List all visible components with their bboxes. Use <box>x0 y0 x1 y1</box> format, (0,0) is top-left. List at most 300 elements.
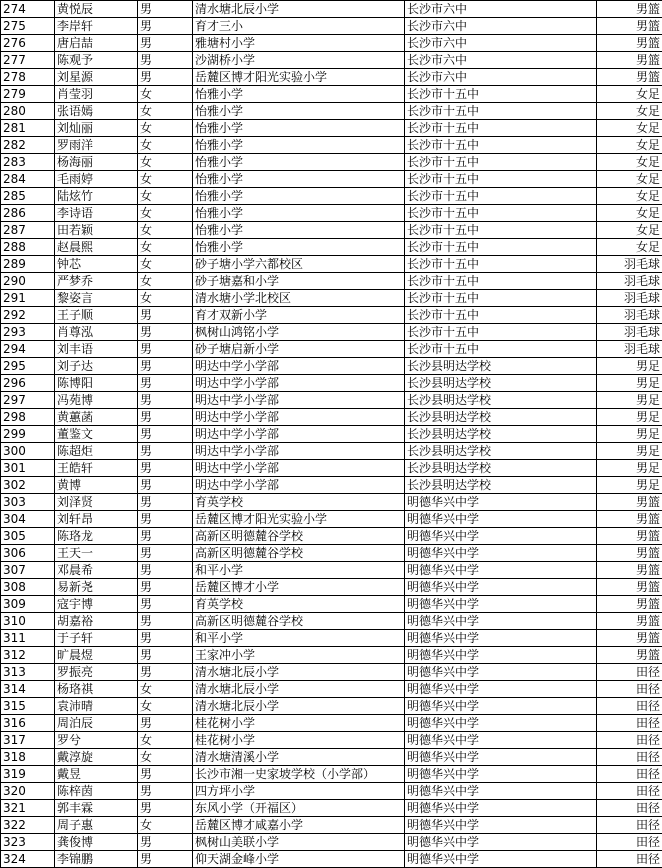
row-number-cell: 284 <box>1 171 55 188</box>
middle-school-cell: 长沙县明达学校 <box>405 460 597 477</box>
student-name-cell: 唐启喆 <box>55 35 138 52</box>
table-row <box>1 69 662 86</box>
row-number-cell: 277 <box>1 52 55 69</box>
table-row <box>1 732 662 749</box>
row-number-cell: 318 <box>1 749 55 766</box>
table-row <box>1 613 662 630</box>
student-name-cell: 周子惠 <box>55 817 138 834</box>
gender-cell: 男 <box>138 766 193 783</box>
primary-school-cell: 清水塘清溪小学 <box>193 749 405 766</box>
primary-school-cell: 雅塘村小学 <box>193 35 405 52</box>
primary-school-cell: 岳麓区博才阳光实验小学 <box>193 511 405 528</box>
table-row <box>1 358 662 375</box>
sport-category-cell: 羽毛球 <box>597 341 662 358</box>
row-number-cell: 282 <box>1 137 55 154</box>
primary-school-cell: 明达中学小学部 <box>193 460 405 477</box>
row-number-cell: 297 <box>1 392 55 409</box>
table-row <box>1 681 662 698</box>
row-number-cell: 275 <box>1 18 55 35</box>
table-row <box>1 443 662 460</box>
middle-school-cell: 长沙市十五中 <box>405 324 597 341</box>
middle-school-cell: 长沙市十五中 <box>405 222 597 239</box>
table-row <box>1 35 662 52</box>
table-row <box>1 715 662 732</box>
table-row <box>1 392 662 409</box>
student-name-cell: 李诗语 <box>55 205 138 222</box>
student-name-cell: 肖莹羽 <box>55 86 138 103</box>
primary-school-cell: 桂花树小学 <box>193 715 405 732</box>
middle-school-cell: 明德华兴中学 <box>405 681 597 698</box>
middle-school-cell: 长沙市十五中 <box>405 171 597 188</box>
gender-cell: 男 <box>138 511 193 528</box>
row-number-cell: 322 <box>1 817 55 834</box>
student-name-cell: 杨海丽 <box>55 154 138 171</box>
middle-school-cell: 明德华兴中学 <box>405 613 597 630</box>
table-row <box>1 1 662 18</box>
row-number-cell: 296 <box>1 375 55 392</box>
sport-category-cell: 羽毛球 <box>597 324 662 341</box>
gender-cell: 女 <box>138 698 193 715</box>
primary-school-cell: 东风小学（开福区） <box>193 800 405 817</box>
middle-school-cell: 明德华兴中学 <box>405 545 597 562</box>
table-row <box>1 52 662 69</box>
student-name-cell: 田若颖 <box>55 222 138 239</box>
student-name-cell: 寇宇博 <box>55 596 138 613</box>
student-name-cell: 胡嘉裕 <box>55 613 138 630</box>
student-name-cell: 王天一 <box>55 545 138 562</box>
table-row <box>1 290 662 307</box>
sport-category-cell: 女足 <box>597 171 662 188</box>
student-name-cell: 周泊辰 <box>55 715 138 732</box>
gender-cell: 女 <box>138 137 193 154</box>
primary-school-cell: 怡雅小学 <box>193 86 405 103</box>
middle-school-cell: 长沙市十五中 <box>405 137 597 154</box>
primary-school-cell: 明达中学小学部 <box>193 392 405 409</box>
sport-category-cell: 女足 <box>597 154 662 171</box>
student-name-cell: 罗雨洋 <box>55 137 138 154</box>
middle-school-cell: 明德华兴中学 <box>405 783 597 800</box>
row-number-cell: 276 <box>1 35 55 52</box>
sport-category-cell: 女足 <box>597 86 662 103</box>
gender-cell: 男 <box>138 613 193 630</box>
student-name-cell: 龚俊博 <box>55 834 138 851</box>
gender-cell: 女 <box>138 120 193 137</box>
primary-school-cell: 高新区明德麓谷学校 <box>193 545 405 562</box>
primary-school-cell: 怡雅小学 <box>193 205 405 222</box>
student-name-cell: 袁沛晴 <box>55 698 138 715</box>
table-row <box>1 834 662 851</box>
sport-category-cell: 田径 <box>597 800 662 817</box>
student-name-cell: 李岸轩 <box>55 18 138 35</box>
row-number-cell: 324 <box>1 851 55 868</box>
row-number-cell: 319 <box>1 766 55 783</box>
student-name-cell: 陈博阳 <box>55 375 138 392</box>
sport-category-cell: 田径 <box>597 749 662 766</box>
primary-school-cell: 高新区明德麓谷学校 <box>193 613 405 630</box>
row-number-cell: 309 <box>1 596 55 613</box>
student-name-cell: 刘丰语 <box>55 341 138 358</box>
table-row <box>1 222 662 239</box>
sport-category-cell: 男篮 <box>597 511 662 528</box>
primary-school-cell: 明达中学小学部 <box>193 443 405 460</box>
row-number-cell: 308 <box>1 579 55 596</box>
table-row <box>1 477 662 494</box>
middle-school-cell: 长沙市十五中 <box>405 154 597 171</box>
middle-school-cell: 明德华兴中学 <box>405 596 597 613</box>
middle-school-cell: 长沙市六中 <box>405 69 597 86</box>
row-number-cell: 295 <box>1 358 55 375</box>
gender-cell: 女 <box>138 86 193 103</box>
primary-school-cell: 育英学校 <box>193 494 405 511</box>
middle-school-cell: 明德华兴中学 <box>405 562 597 579</box>
sport-category-cell: 田径 <box>597 834 662 851</box>
middle-school-cell: 明德华兴中学 <box>405 732 597 749</box>
row-number-cell: 294 <box>1 341 55 358</box>
student-name-cell: 毛雨婷 <box>55 171 138 188</box>
primary-school-cell: 清水塘小学北校区 <box>193 290 405 307</box>
middle-school-cell: 明德华兴中学 <box>405 834 597 851</box>
table-row <box>1 137 662 154</box>
gender-cell: 男 <box>138 800 193 817</box>
sport-category-cell: 田径 <box>597 715 662 732</box>
gender-cell: 女 <box>138 681 193 698</box>
table-row <box>1 103 662 120</box>
student-name-cell: 张语嫣 <box>55 103 138 120</box>
primary-school-cell: 高新区明德麓谷学校 <box>193 528 405 545</box>
sport-category-cell: 羽毛球 <box>597 290 662 307</box>
gender-cell: 男 <box>138 664 193 681</box>
row-number-cell: 289 <box>1 256 55 273</box>
sport-category-cell: 田径 <box>597 698 662 715</box>
student-name-cell: 严梦乔 <box>55 273 138 290</box>
gender-cell: 男 <box>138 647 193 664</box>
table-row <box>1 647 662 664</box>
middle-school-cell: 长沙县明达学校 <box>405 443 597 460</box>
table-row <box>1 545 662 562</box>
table-row <box>1 426 662 443</box>
middle-school-cell: 明德华兴中学 <box>405 494 597 511</box>
sport-category-cell: 男篮 <box>597 69 662 86</box>
middle-school-cell: 明德华兴中学 <box>405 528 597 545</box>
gender-cell: 女 <box>138 290 193 307</box>
table-row <box>1 409 662 426</box>
primary-school-cell: 长沙市湘一史家坡学校（小学部） <box>193 766 405 783</box>
gender-cell: 男 <box>138 409 193 426</box>
middle-school-cell: 明德华兴中学 <box>405 511 597 528</box>
primary-school-cell: 怡雅小学 <box>193 137 405 154</box>
middle-school-cell: 长沙市十五中 <box>405 188 597 205</box>
student-name-cell: 于子轩 <box>55 630 138 647</box>
gender-cell: 女 <box>138 239 193 256</box>
sport-category-cell: 田径 <box>597 766 662 783</box>
middle-school-cell: 明德华兴中学 <box>405 664 597 681</box>
primary-school-cell: 明达中学小学部 <box>193 358 405 375</box>
sport-category-cell: 女足 <box>597 222 662 239</box>
table-row <box>1 324 662 341</box>
table-row <box>1 188 662 205</box>
sport-category-cell: 女足 <box>597 188 662 205</box>
primary-school-cell: 怡雅小学 <box>193 239 405 256</box>
gender-cell: 女 <box>138 154 193 171</box>
row-number-cell: 299 <box>1 426 55 443</box>
middle-school-cell: 长沙市十五中 <box>405 103 597 120</box>
primary-school-cell: 明达中学小学部 <box>193 375 405 392</box>
primary-school-cell: 四方坪小学 <box>193 783 405 800</box>
middle-school-cell: 明德华兴中学 <box>405 698 597 715</box>
row-number-cell: 293 <box>1 324 55 341</box>
table-row <box>1 511 662 528</box>
table-row <box>1 528 662 545</box>
sport-category-cell: 女足 <box>597 239 662 256</box>
sport-category-cell: 田径 <box>597 681 662 698</box>
row-number-cell: 286 <box>1 205 55 222</box>
middle-school-cell: 长沙县明达学校 <box>405 358 597 375</box>
sport-category-cell: 女足 <box>597 137 662 154</box>
table-row <box>1 460 662 477</box>
row-number-cell: 283 <box>1 154 55 171</box>
table-row <box>1 375 662 392</box>
gender-cell: 男 <box>138 392 193 409</box>
primary-school-cell: 砂子塘小学六都校区 <box>193 256 405 273</box>
gender-cell: 女 <box>138 103 193 120</box>
row-number-cell: 298 <box>1 409 55 426</box>
primary-school-cell: 育才双新小学 <box>193 307 405 324</box>
primary-school-cell: 砂子塘启新小学 <box>193 341 405 358</box>
row-number-cell: 290 <box>1 273 55 290</box>
primary-school-cell: 岳麓区博才小学 <box>193 579 405 596</box>
sport-category-cell: 男足 <box>597 460 662 477</box>
primary-school-cell: 育英学校 <box>193 596 405 613</box>
gender-cell: 男 <box>138 715 193 732</box>
table-row <box>1 341 662 358</box>
primary-school-cell: 怡雅小学 <box>193 120 405 137</box>
middle-school-cell: 长沙市十五中 <box>405 86 597 103</box>
row-number-cell: 280 <box>1 103 55 120</box>
middle-school-cell: 长沙市十五中 <box>405 120 597 137</box>
gender-cell: 男 <box>138 358 193 375</box>
student-name-cell: 董鉴文 <box>55 426 138 443</box>
student-name-cell: 刘子达 <box>55 358 138 375</box>
student-name-cell: 戴昱 <box>55 766 138 783</box>
sport-category-cell: 男足 <box>597 409 662 426</box>
primary-school-cell: 明达中学小学部 <box>193 426 405 443</box>
primary-school-cell: 岳麓区博才咸嘉小学 <box>193 817 405 834</box>
row-number-cell: 285 <box>1 188 55 205</box>
sport-category-cell: 男足 <box>597 358 662 375</box>
student-name-cell: 王子顺 <box>55 307 138 324</box>
student-name-cell: 郭丰霖 <box>55 800 138 817</box>
sport-category-cell: 羽毛球 <box>597 273 662 290</box>
table-row <box>1 800 662 817</box>
gender-cell: 男 <box>138 851 193 868</box>
row-number-cell: 279 <box>1 86 55 103</box>
table-row <box>1 749 662 766</box>
gender-cell: 男 <box>138 477 193 494</box>
sport-category-cell: 女足 <box>597 103 662 120</box>
gender-cell: 女 <box>138 273 193 290</box>
table-row <box>1 664 662 681</box>
student-name-cell: 黄悦辰 <box>55 1 138 18</box>
gender-cell: 男 <box>138 52 193 69</box>
gender-cell: 男 <box>138 528 193 545</box>
gender-cell: 男 <box>138 341 193 358</box>
sport-category-cell: 男篮 <box>597 647 662 664</box>
primary-school-cell: 清水塘北辰小学 <box>193 1 405 18</box>
middle-school-cell: 长沙市十五中 <box>405 205 597 222</box>
sport-category-cell: 男篮 <box>597 596 662 613</box>
sport-category-cell: 男足 <box>597 426 662 443</box>
student-name-cell: 赵晨熙 <box>55 239 138 256</box>
primary-school-cell: 桂花树小学 <box>193 732 405 749</box>
row-number-cell: 303 <box>1 494 55 511</box>
row-number-cell: 323 <box>1 834 55 851</box>
row-number-cell: 291 <box>1 290 55 307</box>
primary-school-cell: 育才三小 <box>193 18 405 35</box>
middle-school-cell: 长沙市十五中 <box>405 256 597 273</box>
gender-cell: 男 <box>138 35 193 52</box>
primary-school-cell: 枫树山美联小学 <box>193 834 405 851</box>
student-name-cell: 旷晨煜 <box>55 647 138 664</box>
sport-category-cell: 羽毛球 <box>597 307 662 324</box>
row-number-cell: 315 <box>1 698 55 715</box>
row-number-cell: 312 <box>1 647 55 664</box>
gender-cell: 女 <box>138 749 193 766</box>
primary-school-cell: 怡雅小学 <box>193 222 405 239</box>
gender-cell: 女 <box>138 171 193 188</box>
row-number-cell: 288 <box>1 239 55 256</box>
row-number-cell: 292 <box>1 307 55 324</box>
gender-cell: 男 <box>138 426 193 443</box>
sport-category-cell: 田径 <box>597 851 662 868</box>
gender-cell: 男 <box>138 307 193 324</box>
gender-cell: 男 <box>138 494 193 511</box>
table-row <box>1 494 662 511</box>
primary-school-cell: 明达中学小学部 <box>193 477 405 494</box>
student-name-cell: 刘灿丽 <box>55 120 138 137</box>
row-number-cell: 278 <box>1 69 55 86</box>
student-name-cell: 易新尧 <box>55 579 138 596</box>
table-row <box>1 171 662 188</box>
gender-cell: 男 <box>138 375 193 392</box>
student-name-cell: 邓晨希 <box>55 562 138 579</box>
primary-school-cell: 岳麓区博才阳光实验小学 <box>193 69 405 86</box>
gender-cell: 女 <box>138 256 193 273</box>
gender-cell: 男 <box>138 443 193 460</box>
table-row <box>1 630 662 647</box>
gender-cell: 男 <box>138 783 193 800</box>
gender-cell: 男 <box>138 579 193 596</box>
table-row <box>1 766 662 783</box>
sport-category-cell: 男篮 <box>597 545 662 562</box>
gender-cell: 女 <box>138 222 193 239</box>
gender-cell: 男 <box>138 18 193 35</box>
row-number-cell: 320 <box>1 783 55 800</box>
middle-school-cell: 长沙市十五中 <box>405 341 597 358</box>
student-name-cell: 陈珞龙 <box>55 528 138 545</box>
gender-cell: 男 <box>138 460 193 477</box>
primary-school-cell: 清水塘北辰小学 <box>193 681 405 698</box>
middle-school-cell: 长沙市六中 <box>405 1 597 18</box>
table-row <box>1 783 662 800</box>
student-name-cell: 戴淳旋 <box>55 749 138 766</box>
sport-category-cell: 男篮 <box>597 1 662 18</box>
row-number-cell: 281 <box>1 120 55 137</box>
middle-school-cell: 长沙市十五中 <box>405 290 597 307</box>
table-row <box>1 86 662 103</box>
sport-category-cell: 男篮 <box>597 494 662 511</box>
middle-school-cell: 明德华兴中学 <box>405 715 597 732</box>
gender-cell: 男 <box>138 596 193 613</box>
sport-category-cell: 男篮 <box>597 562 662 579</box>
middle-school-cell: 长沙县明达学校 <box>405 392 597 409</box>
student-name-cell: 陈梓茵 <box>55 783 138 800</box>
table-row <box>1 579 662 596</box>
student-name-cell: 黄蕙菡 <box>55 409 138 426</box>
primary-school-cell: 怡雅小学 <box>193 103 405 120</box>
row-number-cell: 314 <box>1 681 55 698</box>
student-name-cell: 杨珞祺 <box>55 681 138 698</box>
table-row <box>1 851 662 868</box>
row-number-cell: 305 <box>1 528 55 545</box>
row-number-cell: 274 <box>1 1 55 18</box>
middle-school-cell: 长沙县明达学校 <box>405 426 597 443</box>
row-number-cell: 321 <box>1 800 55 817</box>
middle-school-cell: 长沙市六中 <box>405 52 597 69</box>
middle-school-cell: 长沙县明达学校 <box>405 409 597 426</box>
table-row <box>1 562 662 579</box>
student-name-cell: 黄博 <box>55 477 138 494</box>
student-name-cell: 李锦鹏 <box>55 851 138 868</box>
roster-body <box>1 1 662 868</box>
student-name-cell: 冯苑博 <box>55 392 138 409</box>
middle-school-cell: 明德华兴中学 <box>405 630 597 647</box>
gender-cell: 男 <box>138 69 193 86</box>
middle-school-cell: 明德华兴中学 <box>405 647 597 664</box>
table-row <box>1 256 662 273</box>
middle-school-cell: 长沙市六中 <box>405 18 597 35</box>
sport-category-cell: 男篮 <box>597 18 662 35</box>
row-number-cell: 304 <box>1 511 55 528</box>
primary-school-cell: 砂子塘嘉和小学 <box>193 273 405 290</box>
row-number-cell: 307 <box>1 562 55 579</box>
primary-school-cell: 枫树山鸿铭小学 <box>193 324 405 341</box>
primary-school-cell: 怡雅小学 <box>193 188 405 205</box>
row-number-cell: 317 <box>1 732 55 749</box>
sport-category-cell: 男篮 <box>597 613 662 630</box>
row-number-cell: 300 <box>1 443 55 460</box>
table-row <box>1 239 662 256</box>
sport-category-cell: 男足 <box>597 375 662 392</box>
sport-category-cell: 男篮 <box>597 52 662 69</box>
student-name-cell: 王皓轩 <box>55 460 138 477</box>
primary-school-cell: 沙湖桥小学 <box>193 52 405 69</box>
middle-school-cell: 明德华兴中学 <box>405 766 597 783</box>
primary-school-cell: 和平小学 <box>193 562 405 579</box>
student-name-cell: 黎姿言 <box>55 290 138 307</box>
sport-category-cell: 田径 <box>597 817 662 834</box>
middle-school-cell: 长沙市六中 <box>405 35 597 52</box>
row-number-cell: 287 <box>1 222 55 239</box>
sport-category-cell: 男篮 <box>597 528 662 545</box>
row-number-cell: 302 <box>1 477 55 494</box>
sport-category-cell: 女足 <box>597 205 662 222</box>
gender-cell: 男 <box>138 324 193 341</box>
row-number-cell: 316 <box>1 715 55 732</box>
gender-cell: 女 <box>138 732 193 749</box>
row-number-cell: 313 <box>1 664 55 681</box>
table-row <box>1 273 662 290</box>
middle-school-cell: 长沙县明达学校 <box>405 375 597 392</box>
